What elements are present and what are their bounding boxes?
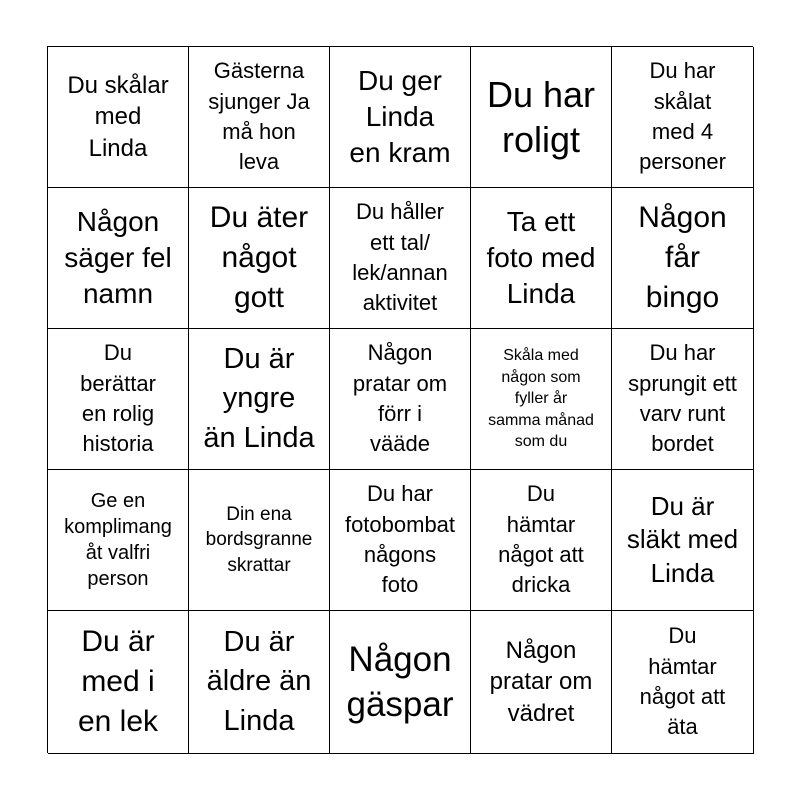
bingo-cell-r4c4[interactable]: Du hämtar något att dricka <box>471 470 612 611</box>
bingo-cell-r5c1[interactable]: Du är med i en lek <box>48 611 189 754</box>
bingo-cell-r3c1[interactable]: Du berättar en rolig historia <box>48 329 189 470</box>
bingo-cell-r1c2[interactable]: Gästerna sjunger Ja må hon leva <box>189 47 330 188</box>
bingo-cell-r2c3[interactable]: Du håller ett tal/ lek/annan aktivitet <box>330 188 471 329</box>
bingo-cell-r2c5[interactable]: Någon får bingo <box>612 188 754 329</box>
bingo-cell-r3c5[interactable]: Du har sprungit ett varv runt bordet <box>612 329 754 470</box>
bingo-cell-r5c5[interactable]: Du hämtar något att äta <box>612 611 754 754</box>
bingo-cell-r5c3[interactable]: Någon gäspar <box>330 611 471 754</box>
bingo-cell-r3c2[interactable]: Du är yngre än Linda <box>189 329 330 470</box>
bingo-cell-r1c5[interactable]: Du har skålat med 4 personer <box>612 47 754 188</box>
bingo-cell-r3c3[interactable]: Någon pratar om förr i vääde <box>330 329 471 470</box>
bingo-cell-r1c4[interactable]: Du har roligt <box>471 47 612 188</box>
bingo-grid <box>47 46 753 753</box>
bingo-cell-r1c3[interactable]: Du ger Linda en kram <box>330 47 471 188</box>
bingo-cell-r5c2[interactable]: Du är äldre än Linda <box>189 611 330 754</box>
bingo-cell-r4c3[interactable]: Du har fotobombat någons foto <box>330 470 471 611</box>
bingo-cell-r2c4[interactable]: Ta ett foto med Linda <box>471 188 612 329</box>
bingo-cell-r4c1[interactable]: Ge en komplimang åt valfri person <box>48 470 189 611</box>
bingo-cell-r3c4[interactable]: Skåla med någon som fyller år samma månad som du <box>471 329 612 470</box>
bingo-cell-r4c5[interactable]: Du är släkt med Linda <box>612 470 754 611</box>
bingo-cell-r5c4[interactable]: Någon pratar om vädret <box>471 611 612 754</box>
bingo-cell-r2c1[interactable]: Någon säger fel namn <box>48 188 189 329</box>
bingo-cell-r2c2[interactable]: Du äter något gott <box>189 188 330 329</box>
bingo-cell-r1c1[interactable]: Du skålar med Linda <box>48 47 189 188</box>
bingo-cell-r4c2[interactable]: Din ena bordsgranne skrattar <box>189 470 330 611</box>
